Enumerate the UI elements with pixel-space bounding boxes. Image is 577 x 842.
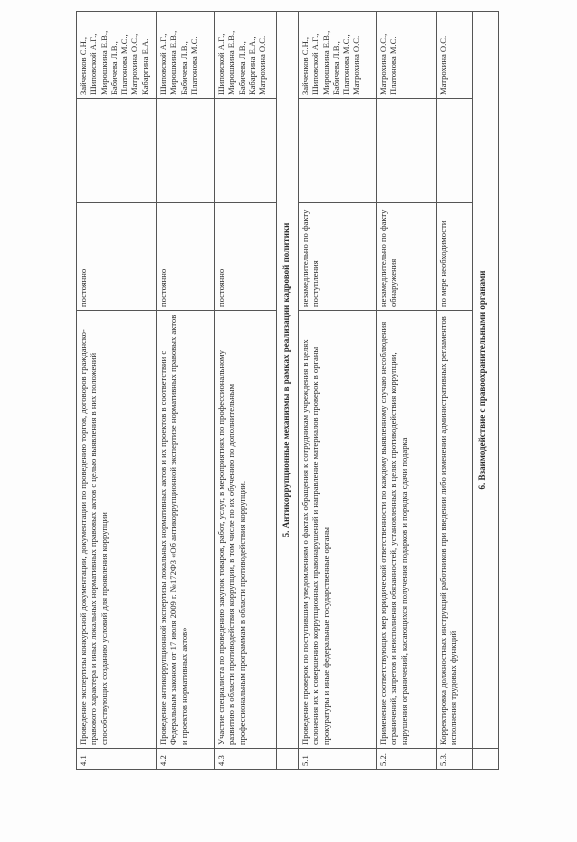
deadline-cell: незамедлительно по факту обнаружения — [377, 203, 437, 311]
empty-cell — [157, 99, 215, 203]
measure-text: Участие специалиста по проведению закупок товаров, работ, услуг, в мероприятиях по профессиональному развитию в области противодействия коррупции, в том числе по их обучению по дополнительным профессиональным программам в области противодействия коррупции. — [215, 311, 277, 749]
responsible-persons: Матрохина О.С. — [437, 12, 473, 99]
table-row — [437, 12, 473, 770]
responsible-persons: Матрохина О.С., Платонова М.С. — [377, 12, 437, 99]
measure-text: Применение соответствующих мер юридической ответственности по каждому выявленному случаю несоблюдения ограничений, запретов и неисполнения обязанностей, установленных в целях противодействия коррупции, нарушения ограничений, касающихся получения подарков и порядка сдачи подарка — [377, 311, 437, 749]
section-row — [473, 12, 499, 770]
section-number-cell — [277, 749, 299, 770]
plan-table — [76, 11, 499, 770]
empty-cell — [215, 99, 277, 203]
section-title: 5. Антикоррупционные механизмы в рамках реализации кадровой политики — [277, 12, 299, 749]
item-number: 4.2 — [157, 749, 215, 770]
plan-table-body — [77, 12, 499, 770]
table-row — [157, 12, 215, 770]
deadline-cell: постоянно — [77, 203, 157, 311]
table-row — [215, 12, 277, 770]
section-row — [277, 12, 299, 770]
item-number: 4.1 — [77, 749, 157, 770]
empty-cell — [299, 99, 377, 203]
section-title: 6. Взаимодействие с правоохранительными органами — [473, 12, 499, 749]
responsible-persons: Шиповской А.Г., Мирошкина Е.В., Бабичева Л.В., Платонова М.С. — [157, 12, 215, 99]
item-number: 5.1 — [299, 749, 377, 770]
responsible-persons: Шиповской А.Г., Мирошкина Е.В., Бабичева Л.В., Кабаргина Е.А., Матрохина О.С. — [215, 12, 277, 99]
item-number: 5.3. — [437, 749, 473, 770]
deadline-cell: незамедлительно по факту поступления — [299, 203, 377, 311]
table-row — [377, 12, 437, 770]
measure-text: Проведение экспертизы конкурсной документации, документации по проведению торгов, договоров гражданско-правового характера и иных локальных нормативных правовых актов с целью выявления в них положений способствующих созданию условий для проявления коррупции — [77, 311, 157, 749]
measure-text: Корректировка должностных инструкций работников при введении либо изменении административных регламентов исполнения трудовых функций — [437, 311, 473, 749]
plan-table-wrapper — [76, 12, 499, 770]
section-number-cell — [473, 749, 499, 770]
deadline-cell: постоянно — [157, 203, 215, 311]
responsible-persons: Зайченков С.Н., Шиповской А.Г., Мирошкина Е.В., Бабичева Л.В., Платонова М.С., Матрохина О.С., Кабаргина Е.А. — [77, 12, 157, 99]
deadline-cell: постоянно — [215, 203, 277, 311]
empty-cell — [377, 99, 437, 203]
empty-cell — [437, 99, 473, 203]
responsible-persons: Зайченков С.Н., Шиповской А.Г., Мирошкина Е.В., Бабичева Л.В., Платонова М.С., Матрохина О.С. — [299, 12, 377, 99]
table-row — [77, 12, 157, 770]
measure-text: Проведение проверок по поступившим уведомлениям о фактах обращения к сотрудникам учреждения в целях склонения их к совершению коррупционных правонарушений и направление материалов проверок в органы прокуратуры и иные федеральные государственные органы — [299, 311, 377, 749]
measure-text: Проведение антикоррупционной экспертизы локальных нормативных актов и их проектов в соответствии с Федеральным законом от 17 июля 2009 г. №172Ф3 «Об антикоррупционной экспертизе нормативных правовых актов и проектов нормативных актов» — [157, 311, 215, 749]
deadline-cell: по мере необходимости — [437, 203, 473, 311]
table-row — [299, 12, 377, 770]
item-number: 4.3 — [215, 749, 277, 770]
item-number: 5.2. — [377, 749, 437, 770]
empty-cell — [77, 99, 157, 203]
